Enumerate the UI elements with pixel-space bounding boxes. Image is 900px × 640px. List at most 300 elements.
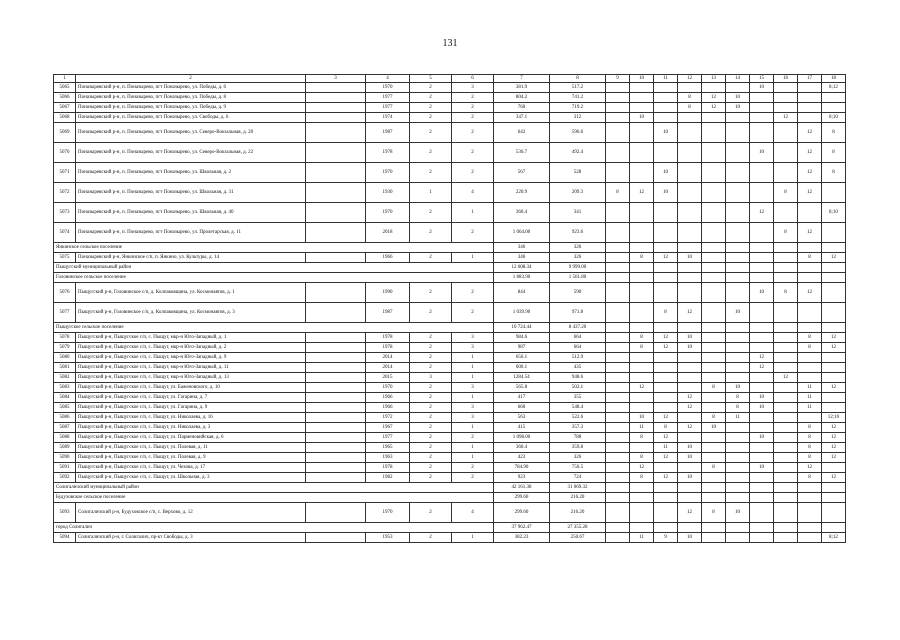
cell-col-10 bbox=[630, 373, 654, 383]
cell-col-16 bbox=[774, 123, 798, 143]
cell-col-12 bbox=[678, 163, 702, 183]
cell-col-14 bbox=[726, 453, 750, 463]
cell-col-7: 360.4 bbox=[494, 203, 550, 223]
cell-col-10 bbox=[630, 83, 654, 93]
settlement-total-row bbox=[54, 523, 846, 533]
cell-col-14 bbox=[726, 283, 750, 303]
row-number: 5094 bbox=[54, 533, 76, 543]
cell-col-3 bbox=[306, 83, 366, 93]
cell-col-17 bbox=[798, 83, 822, 93]
cell-col-13 bbox=[702, 343, 726, 353]
cell-col-16: 8 bbox=[774, 183, 798, 203]
cell-col-10 bbox=[630, 203, 654, 223]
cell-col-11 bbox=[654, 493, 678, 503]
cell-col-15 bbox=[750, 183, 774, 203]
cell-col-3 bbox=[306, 353, 366, 363]
cell-col-11 bbox=[654, 403, 678, 413]
row-number: 5081 bbox=[54, 363, 76, 373]
cell-col-5: 1 bbox=[410, 183, 452, 203]
cell-col-16: 12 bbox=[774, 373, 798, 383]
cell-col-12 bbox=[678, 483, 702, 493]
cell-col-12 bbox=[678, 353, 702, 363]
cell-col-7: 923 bbox=[494, 473, 550, 483]
cell-col-6: 3 bbox=[452, 383, 494, 393]
cell-col-7: 656.1 bbox=[494, 353, 550, 363]
cell-col-9 bbox=[606, 393, 630, 403]
cell-col-6: 4 bbox=[452, 183, 494, 203]
address-cell: Пыщугский р-н, Пыщугское с/п, с. Пыщуг, ул. Полевая, д. 11 bbox=[76, 443, 306, 453]
cell-col-16 bbox=[774, 253, 798, 263]
cell-col-18 bbox=[822, 223, 846, 243]
cell-col-12: 10 bbox=[678, 533, 702, 543]
cell-col-7: 1284.54 bbox=[494, 373, 550, 383]
address-cell: Пыщугский р-н, Пыщугское с/п, с. Пыщуг, ул. Чехова, д. 17 bbox=[76, 463, 306, 473]
cell-col-11: 12 bbox=[654, 413, 678, 423]
cell-col-16 bbox=[774, 533, 798, 543]
cell-col-3 bbox=[306, 333, 366, 343]
total-area: 1 883.90 bbox=[494, 273, 550, 283]
cell-col-14: 10 bbox=[726, 383, 750, 393]
cell-col-15 bbox=[750, 523, 774, 533]
cell-col-4: 1978 bbox=[366, 343, 410, 353]
cell-col-7: 600.1 bbox=[494, 363, 550, 373]
cell-col-6: 1 bbox=[452, 373, 494, 383]
cell-col-12: 12 bbox=[678, 403, 702, 413]
cell-col-9 bbox=[606, 253, 630, 263]
cell-col-7: 760 bbox=[494, 103, 550, 113]
cell-col-14 bbox=[726, 443, 750, 453]
address-cell: Поназыревский р-н, п. Поназырево, пгт Поназырево, ул. Школьная, д. 2 bbox=[76, 163, 306, 183]
cell-col-8: 596.6 bbox=[550, 123, 606, 143]
cell-col-16 bbox=[774, 363, 798, 373]
cell-col-9 bbox=[606, 433, 630, 443]
cell-col-6: 3 bbox=[452, 413, 494, 423]
cell-col-12: 12 bbox=[678, 393, 702, 403]
cell-col-10: 8 bbox=[630, 333, 654, 343]
cell-col-14: 8 bbox=[726, 393, 750, 403]
total-area: 299.60 bbox=[494, 493, 550, 503]
cell-col-13 bbox=[702, 303, 726, 323]
cell-col-18 bbox=[822, 93, 846, 103]
cell-col-17 bbox=[798, 103, 822, 113]
cell-col-4: 1970 bbox=[366, 383, 410, 393]
cell-col-13 bbox=[702, 453, 726, 463]
cell-col-11: 11 bbox=[654, 443, 678, 453]
address-cell: Пыщугский р-н, Пыщугское с/п, с. Пыщуг, ул. Баженовского, д. 10 bbox=[76, 383, 306, 393]
cell-col-6: 2 bbox=[452, 303, 494, 323]
cell-col-8: 750.5 bbox=[550, 463, 606, 473]
cell-col-12 bbox=[678, 463, 702, 473]
cell-col-3 bbox=[306, 123, 366, 143]
cell-col-15 bbox=[750, 113, 774, 123]
cell-col-10 bbox=[630, 523, 654, 533]
cell-col-10: 8 bbox=[630, 473, 654, 483]
cell-col-13 bbox=[702, 83, 726, 93]
cell-col-15 bbox=[750, 253, 774, 263]
cell-col-9 bbox=[606, 413, 630, 423]
cell-col-11: 12 bbox=[654, 473, 678, 483]
cell-col-9 bbox=[606, 443, 630, 453]
cell-col-11 bbox=[654, 523, 678, 533]
cell-col-14 bbox=[726, 523, 750, 533]
cell-col-10 bbox=[630, 223, 654, 243]
cell-col-12: 10 bbox=[678, 343, 702, 353]
cell-col-7: 415 bbox=[494, 423, 550, 433]
cell-col-10 bbox=[630, 263, 654, 273]
address-cell: Поназыревский р-н, п. Поназырево, пгт Поназырево, ул. Победы, д. 6 bbox=[76, 83, 306, 93]
cell-col-14 bbox=[726, 163, 750, 183]
cell-col-15 bbox=[750, 413, 774, 423]
cell-col-17 bbox=[798, 273, 822, 283]
cell-col-8: 250.67 bbox=[550, 533, 606, 543]
cell-col-12 bbox=[678, 363, 702, 373]
cell-col-11 bbox=[654, 383, 678, 393]
cell-col-17 bbox=[798, 113, 822, 123]
address-cell: Поназыревский р-н, п. Поназырево, пгт Поназырево, ул. Победы, д. 9 bbox=[76, 103, 306, 113]
address-cell: Поназыревский р-н, п. Поназырево, пгт Поназырево, ул. Школьная, д. 31 bbox=[76, 183, 306, 203]
cell-col-14: 10 bbox=[726, 93, 750, 103]
row-number: 5086 bbox=[54, 413, 76, 423]
cell-col-9 bbox=[606, 383, 630, 393]
cell-col-10: 8 bbox=[630, 433, 654, 443]
cell-col-7: 563 bbox=[494, 413, 550, 423]
cell-col-17: 8 bbox=[798, 473, 822, 483]
cell-col-13 bbox=[702, 493, 726, 503]
cell-col-13: 10 bbox=[702, 423, 726, 433]
cell-col-15: 12 bbox=[750, 363, 774, 373]
cell-col-14: 8 bbox=[726, 403, 750, 413]
cell-col-12 bbox=[678, 143, 702, 163]
cell-col-4: 1966 bbox=[366, 393, 410, 403]
cell-col-11: 12 bbox=[654, 343, 678, 353]
cell-col-17 bbox=[798, 363, 822, 373]
cell-col-6: 2 bbox=[452, 123, 494, 143]
cell-col-18 bbox=[822, 373, 846, 383]
total-living-area: 8 437.20 bbox=[550, 323, 606, 333]
cell-col-9 bbox=[606, 123, 630, 143]
cell-col-4: 1977 bbox=[366, 103, 410, 113]
cell-col-9 bbox=[606, 283, 630, 303]
cell-col-4: 1978 bbox=[366, 333, 410, 343]
cell-col-18: 12 bbox=[822, 473, 846, 483]
cell-col-7: 536.7 bbox=[494, 143, 550, 163]
cell-col-3 bbox=[306, 93, 366, 103]
cell-col-7: 784.90 bbox=[494, 463, 550, 473]
cell-col-18: 12 bbox=[822, 383, 846, 393]
cell-col-13 bbox=[702, 533, 726, 543]
cell-col-7: 660 bbox=[494, 403, 550, 413]
table-row bbox=[54, 203, 846, 223]
cell-col-10 bbox=[630, 243, 654, 253]
cell-col-15: 10 bbox=[750, 433, 774, 443]
cell-col-15 bbox=[750, 383, 774, 393]
cell-col-14 bbox=[726, 273, 750, 283]
cell-col-7: 1 039.90 bbox=[494, 303, 550, 323]
cell-col-14 bbox=[726, 493, 750, 503]
cell-col-7: 565.8 bbox=[494, 383, 550, 393]
cell-col-15: 10 bbox=[750, 283, 774, 303]
cell-col-13 bbox=[702, 183, 726, 203]
cell-col-3 bbox=[306, 463, 366, 473]
page-number: 131 bbox=[442, 38, 458, 49]
cell-col-13 bbox=[702, 243, 726, 253]
cell-col-8: 312 bbox=[550, 113, 606, 123]
cell-col-9 bbox=[606, 323, 630, 333]
column-number: 12 bbox=[678, 75, 702, 83]
cell-col-7: 987 bbox=[494, 343, 550, 353]
cell-col-16 bbox=[774, 483, 798, 493]
cell-col-8: 517.2 bbox=[550, 83, 606, 93]
table-row bbox=[54, 93, 846, 103]
total-area: 37 962.47 bbox=[494, 523, 550, 533]
cell-col-10: 8 bbox=[630, 253, 654, 263]
cell-col-6: 1 bbox=[452, 253, 494, 263]
cell-col-11 bbox=[654, 373, 678, 383]
cell-col-12: 12 bbox=[678, 423, 702, 433]
cell-col-11: 10 bbox=[654, 123, 678, 143]
cell-col-6: 1 bbox=[452, 533, 494, 543]
cell-col-5: 2 bbox=[410, 143, 452, 163]
cell-col-4: 1982 bbox=[366, 473, 410, 483]
cell-col-5: 2 bbox=[410, 203, 452, 223]
cell-col-17: 12 bbox=[798, 183, 822, 203]
cell-col-15 bbox=[750, 443, 774, 453]
cell-col-9 bbox=[606, 343, 630, 353]
cell-col-15 bbox=[750, 123, 774, 143]
cell-col-11 bbox=[654, 283, 678, 303]
cell-col-8: 724 bbox=[550, 473, 606, 483]
cell-col-8: 528 bbox=[550, 163, 606, 183]
row-number: 5065 bbox=[54, 83, 76, 93]
cell-col-5: 2 bbox=[410, 343, 452, 353]
address-cell: Пыщугский р-н, Пыщугское с/п, с. Пыщуг, ул. Школьная, д. 3 bbox=[76, 473, 306, 483]
cell-col-10 bbox=[630, 323, 654, 333]
cell-col-3 bbox=[306, 403, 366, 413]
cell-col-7: 346 bbox=[494, 253, 550, 263]
cell-col-4: 1974 bbox=[366, 113, 410, 123]
cell-col-5: 2 bbox=[410, 223, 452, 243]
cell-col-16: 12 bbox=[774, 113, 798, 123]
row-number: 5087 bbox=[54, 423, 76, 433]
row-number: 5066 bbox=[54, 93, 76, 103]
total-label: Пыщугское сельское поселение bbox=[54, 323, 494, 333]
cell-col-4: 1970 bbox=[366, 503, 410, 523]
cell-col-18: 8 bbox=[822, 163, 846, 183]
cell-col-5: 2 bbox=[410, 113, 452, 123]
cell-col-14 bbox=[726, 423, 750, 433]
cell-col-10 bbox=[630, 483, 654, 493]
cell-col-18 bbox=[822, 493, 846, 503]
table-row bbox=[54, 423, 846, 433]
column-number: 7 bbox=[494, 75, 550, 83]
cell-col-10 bbox=[630, 93, 654, 103]
cell-col-6: 2 bbox=[452, 113, 494, 123]
cell-col-14 bbox=[726, 183, 750, 203]
cell-col-11 bbox=[654, 143, 678, 163]
cell-col-13 bbox=[702, 353, 726, 363]
cell-col-17: 12 bbox=[798, 283, 822, 303]
cell-col-7: 299.60 bbox=[494, 503, 550, 523]
table-row bbox=[54, 413, 846, 423]
cell-col-12 bbox=[678, 113, 702, 123]
cell-col-7: 382.23 bbox=[494, 533, 550, 543]
cell-col-15: 12 bbox=[750, 203, 774, 223]
cell-col-14: 10 bbox=[726, 103, 750, 113]
cell-col-3 bbox=[306, 473, 366, 483]
cell-col-6: 2 bbox=[452, 103, 494, 113]
cell-col-7: 360.4 bbox=[494, 443, 550, 453]
cell-col-15 bbox=[750, 533, 774, 543]
cell-col-10: 12 bbox=[630, 383, 654, 393]
cell-col-15 bbox=[750, 163, 774, 183]
cell-col-14 bbox=[726, 83, 750, 93]
cell-col-8: 209.3 bbox=[550, 183, 606, 203]
total-label: Янкинское сельское поселение bbox=[54, 243, 494, 253]
cell-col-17: 8 bbox=[798, 343, 822, 353]
cell-col-13: 8 bbox=[702, 463, 726, 473]
total-area: 12 608.34 bbox=[494, 263, 550, 273]
cell-col-17 bbox=[798, 503, 822, 523]
cell-col-3 bbox=[306, 163, 366, 183]
cell-col-18: 8;12 bbox=[822, 83, 846, 93]
cell-col-3 bbox=[306, 283, 366, 303]
cell-col-10 bbox=[630, 123, 654, 143]
cell-col-6: 3 bbox=[452, 343, 494, 353]
table-row bbox=[54, 403, 846, 413]
registry-table bbox=[53, 74, 846, 543]
cell-col-12: 10 bbox=[678, 453, 702, 463]
cell-col-11 bbox=[654, 113, 678, 123]
cell-col-5: 2 bbox=[410, 363, 452, 373]
cell-col-16 bbox=[774, 103, 798, 113]
cell-col-13 bbox=[702, 273, 726, 283]
address-cell: Пыщугский р-н, Пыщугское с/п, с. Пыщуг, мкр-н Юго-Западный, д. 1 bbox=[76, 333, 306, 343]
cell-col-12 bbox=[678, 433, 702, 443]
cell-col-9 bbox=[606, 523, 630, 533]
cell-col-16 bbox=[774, 273, 798, 283]
cell-col-17: 12 bbox=[798, 163, 822, 183]
cell-col-16 bbox=[774, 203, 798, 223]
cell-col-6: 1 bbox=[452, 453, 494, 463]
cell-col-5: 2 bbox=[410, 503, 452, 523]
cell-col-6: 3 bbox=[452, 403, 494, 413]
cell-col-18 bbox=[822, 273, 846, 283]
cell-col-11 bbox=[654, 323, 678, 333]
cell-col-5: 2 bbox=[410, 163, 452, 183]
cell-col-17: 12 bbox=[798, 123, 822, 143]
cell-col-13: 8 bbox=[702, 413, 726, 423]
cell-col-6: 2 bbox=[452, 283, 494, 303]
cell-col-18 bbox=[822, 183, 846, 203]
cell-col-11 bbox=[654, 263, 678, 273]
cell-col-15: 10 bbox=[750, 83, 774, 93]
cell-col-13 bbox=[702, 123, 726, 143]
cell-col-3 bbox=[306, 203, 366, 223]
cell-col-13 bbox=[702, 523, 726, 533]
cell-col-15 bbox=[750, 503, 774, 523]
cell-col-15 bbox=[750, 333, 774, 343]
cell-col-13 bbox=[702, 323, 726, 333]
cell-col-13: 12 bbox=[702, 93, 726, 103]
cell-col-16 bbox=[774, 423, 798, 433]
cell-col-8: 326 bbox=[550, 253, 606, 263]
table-row bbox=[54, 453, 846, 463]
cell-col-12: 10 bbox=[678, 333, 702, 343]
table-row bbox=[54, 183, 846, 203]
cell-col-15: 10 bbox=[750, 143, 774, 163]
cell-col-15 bbox=[750, 493, 774, 503]
cell-col-9 bbox=[606, 473, 630, 483]
cell-col-3 bbox=[306, 443, 366, 453]
address-cell: Поназыревский р-н, Янкинское с/п, п. Янкино, ул. Культуры, д. 14 bbox=[76, 253, 306, 263]
column-number: 14 bbox=[726, 75, 750, 83]
cell-col-4: 1966 bbox=[366, 253, 410, 263]
cell-col-5: 2 bbox=[410, 353, 452, 363]
cell-col-12: 10 bbox=[678, 443, 702, 453]
column-number: 10 bbox=[630, 75, 654, 83]
cell-col-6: 4 bbox=[452, 503, 494, 523]
cell-col-8: 359.8 bbox=[550, 443, 606, 453]
cell-col-3 bbox=[306, 103, 366, 113]
cell-col-9 bbox=[606, 373, 630, 383]
cell-col-9 bbox=[606, 83, 630, 93]
address-cell: Пыщугский р-н, Пыщугское с/п, с. Пыщуг, ул. Николаева, д. 3 bbox=[76, 423, 306, 433]
address-cell: Солигаличский р-н, Будуховское с/п, с. Верхово, д. 12 bbox=[76, 503, 306, 523]
cell-col-16 bbox=[774, 343, 798, 353]
cell-col-6: 1 bbox=[452, 393, 494, 403]
cell-col-14 bbox=[726, 343, 750, 353]
cell-col-11: 10 bbox=[654, 163, 678, 183]
cell-col-17 bbox=[798, 243, 822, 253]
cell-col-3 bbox=[306, 253, 366, 263]
cell-col-9 bbox=[606, 423, 630, 433]
cell-col-16 bbox=[774, 393, 798, 403]
row-number: 5091 bbox=[54, 463, 76, 473]
cell-col-14 bbox=[726, 533, 750, 543]
cell-col-15 bbox=[750, 93, 774, 103]
cell-col-17: 8 bbox=[798, 443, 822, 453]
cell-col-12: 12 bbox=[678, 303, 702, 323]
cell-col-9: 8 bbox=[606, 183, 630, 203]
row-number: 5076 bbox=[54, 283, 76, 303]
table-row bbox=[54, 463, 846, 473]
cell-col-9 bbox=[606, 463, 630, 473]
table-row bbox=[54, 113, 846, 123]
cell-col-3 bbox=[306, 433, 366, 443]
total-label: Пыщугский муниципальный район bbox=[54, 263, 494, 273]
cell-col-8: 741.2 bbox=[550, 93, 606, 103]
table-row bbox=[54, 223, 846, 243]
cell-col-7: 381.9 bbox=[494, 83, 550, 93]
cell-col-10 bbox=[630, 273, 654, 283]
cell-col-4: 2018 bbox=[366, 223, 410, 243]
cell-col-9 bbox=[606, 243, 630, 253]
cell-col-11 bbox=[654, 203, 678, 223]
cell-col-16 bbox=[774, 413, 798, 423]
cell-col-7: 417 bbox=[494, 393, 550, 403]
cell-col-16 bbox=[774, 403, 798, 413]
cell-col-12 bbox=[678, 203, 702, 223]
cell-col-14 bbox=[726, 143, 750, 163]
row-number: 5070 bbox=[54, 143, 76, 163]
cell-col-16 bbox=[774, 333, 798, 343]
cell-col-6: 2 bbox=[452, 163, 494, 183]
table-row bbox=[54, 343, 846, 353]
cell-col-15 bbox=[750, 473, 774, 483]
cell-col-14 bbox=[726, 483, 750, 493]
region-total-row bbox=[54, 483, 846, 493]
cell-col-7: 220.9 bbox=[494, 183, 550, 203]
